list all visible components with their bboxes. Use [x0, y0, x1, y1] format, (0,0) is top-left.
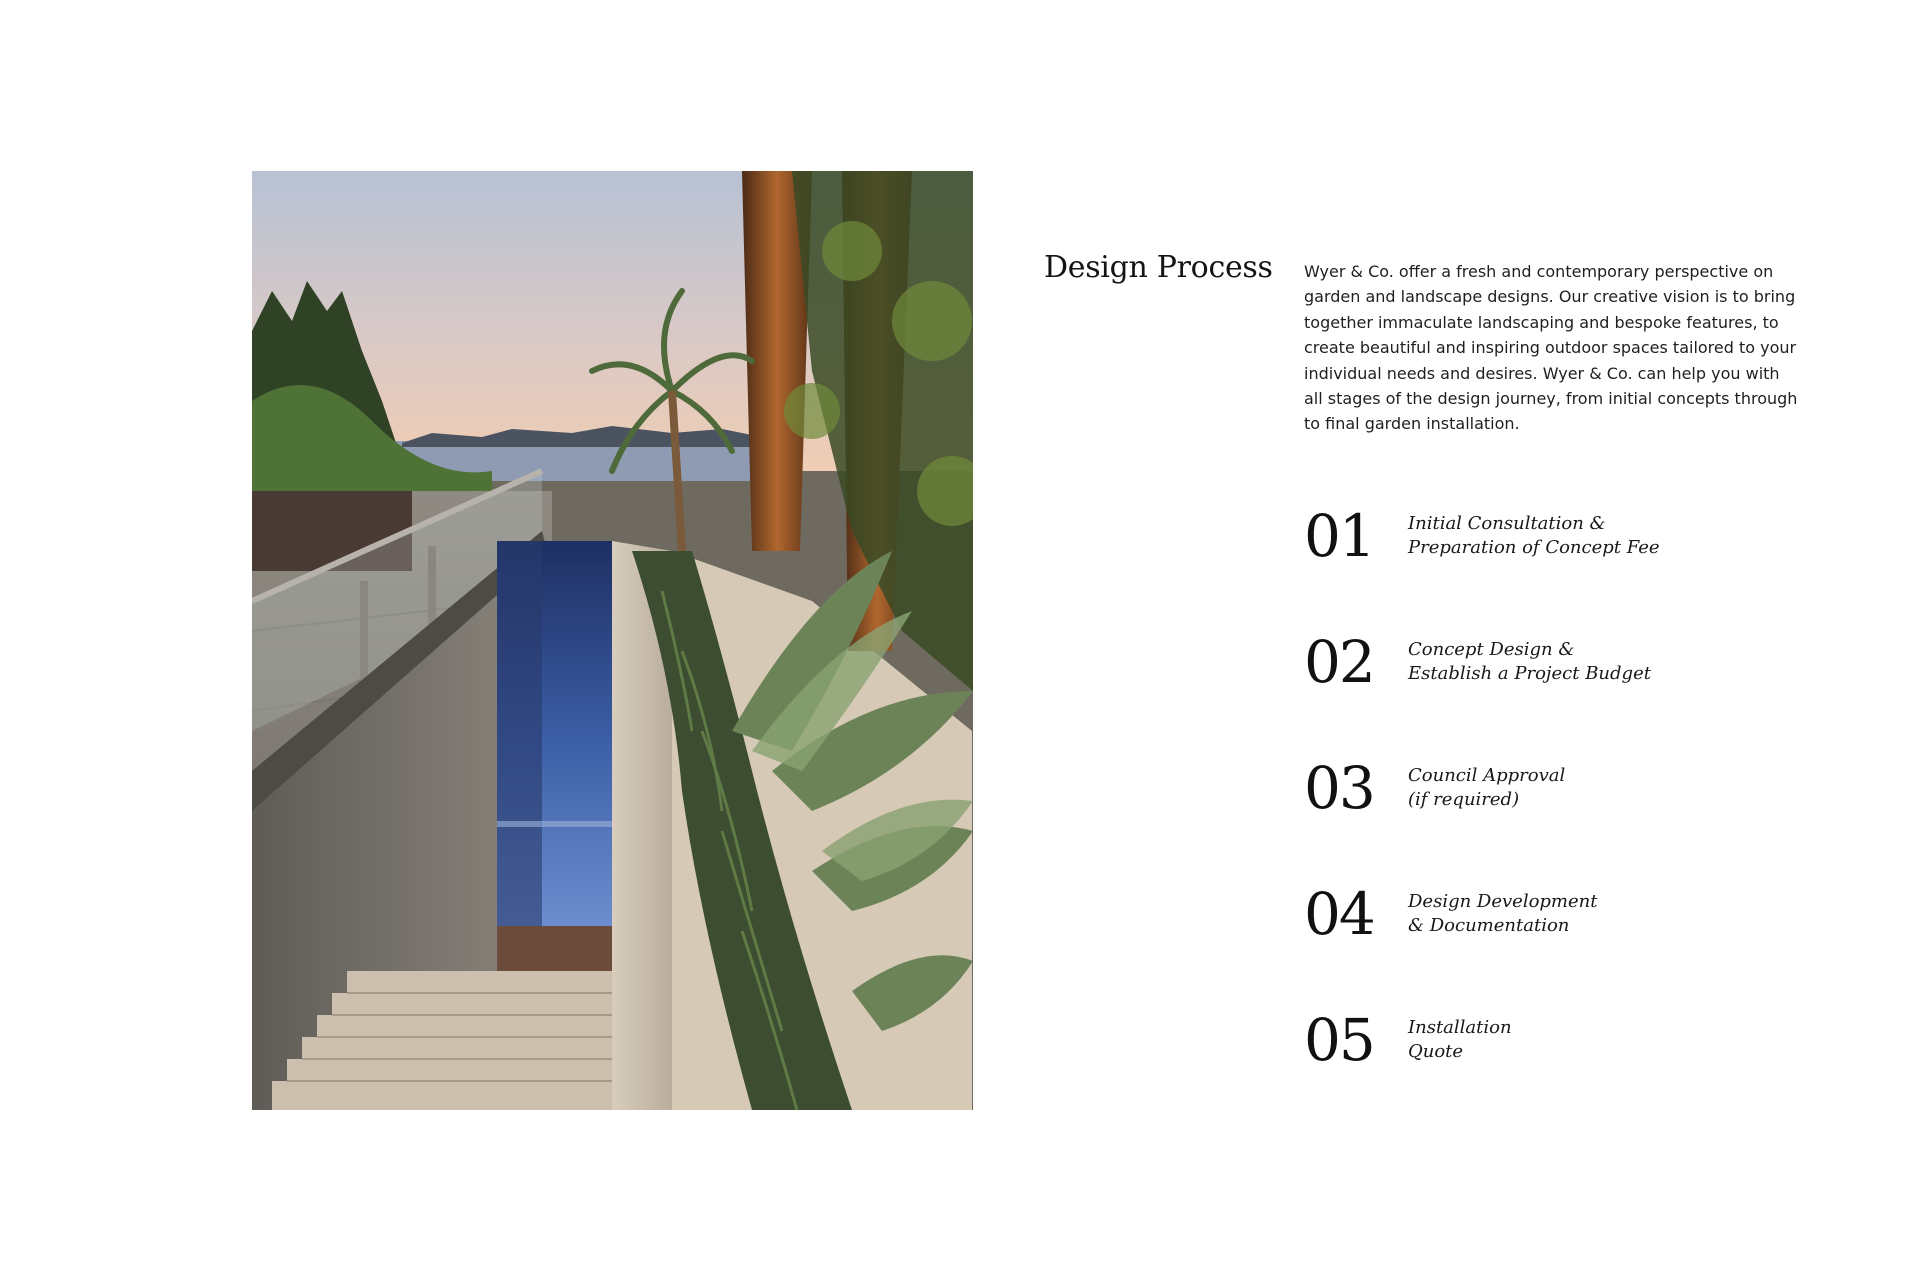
step-label: [1408, 512, 1660, 560]
garden-terrace-photo: [252, 171, 973, 1110]
step-label-line: (if required): [1408, 789, 1520, 810]
process-step-05: [1304, 1002, 1864, 1128]
step-label-line: Installation: [1408, 1017, 1512, 1038]
step-number: 03: [1304, 754, 1374, 822]
step-label-line: Preparation of Concept Fee: [1408, 537, 1660, 558]
step-label-line: Establish a Project Budget: [1408, 663, 1651, 684]
process-step-03: [1304, 750, 1864, 876]
process-step-02: [1304, 624, 1864, 750]
process-step-04: [1304, 876, 1864, 1002]
step-label-line: Concept Design &: [1408, 639, 1575, 660]
step-label-line: Quote: [1408, 1041, 1464, 1062]
photo-illustration: [252, 171, 973, 1110]
process-steps-list: [1304, 498, 1864, 1128]
step-label-line: Initial Consultation &: [1408, 513, 1606, 534]
process-step-01: [1304, 498, 1864, 624]
intro-line: create beautiful and inspiring outdoor spaces tailored to your: [1304, 338, 1797, 358]
intro-line: to final garden installation.: [1304, 414, 1520, 434]
step-label: [1408, 638, 1651, 686]
step-number: 04: [1304, 880, 1374, 948]
intro-paragraph: [1304, 259, 1798, 437]
step-label: [1408, 764, 1565, 812]
step-label: [1408, 890, 1597, 938]
step-number: 05: [1304, 1006, 1374, 1074]
step-number: 02: [1304, 628, 1374, 696]
step-label-line: & Documentation: [1408, 915, 1570, 936]
section-title: Design Process: [1044, 250, 1273, 285]
step-label-line: Council Approval: [1408, 765, 1566, 786]
step-label: [1408, 1016, 1512, 1064]
intro-line: all stages of the design journey, from initial concepts through: [1304, 389, 1798, 409]
step-label-line: Design Development: [1408, 891, 1598, 912]
intro-line: garden and landscape designs. Our creative vision is to bring: [1304, 287, 1796, 307]
step-number: 01: [1304, 502, 1374, 570]
intro-line: together immaculate landscaping and bespoke features, to: [1304, 312, 1779, 332]
intro-line: Wyer & Co. offer a fresh and contemporary perspective on: [1304, 262, 1774, 281]
intro-line: individual needs and desires. Wyer & Co. can help you with: [1304, 363, 1780, 383]
